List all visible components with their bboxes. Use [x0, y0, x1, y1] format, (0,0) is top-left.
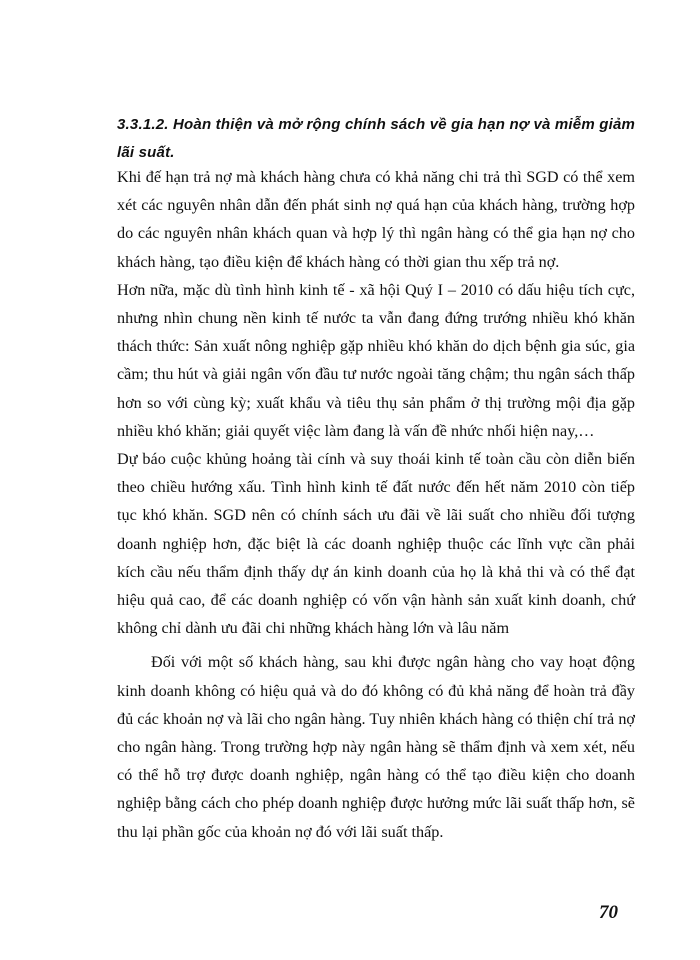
page-number: 70 — [599, 902, 618, 923]
body-text — [117, 163, 635, 846]
section-heading: 3.3.1.2. Hoàn thiện và mở rộng chính sách về gia hạn nợ và miễm giảm lãi suất. — [117, 116, 636, 161]
paragraph-extension: Khi đế hạn trả nợ mà khách hàng chưa có khả năng chi trả thì SGD có thể xem xét các nguyên nhân dẫn đến phát sinh nợ quá hạn của khách hàng, trường hợp do các nguyên nhân khách quan và hợp lý thì ngân hàng có thể gia hạn nợ cho khách hàng, tạo điều kiện để khách hàng có thời gian thu xếp trả nợ. — [117, 168, 635, 271]
paragraph-economy: Hơn nữa, mặc dù tình hình kinh tế - xã hội Quý I – 2010 có dấu hiệu tích cực, nhưng nhìn chung nền kinh tế nước ta vẫn đang đứng trướng nhiều khó khăn thách thức: Sản xuất nông nghiệp gặp nhiều khó khăn do dịch bệnh gia súc, gia cầm; thu hút và giải ngân vốn đầu tư nước ngoài tăng chậm; thu ngân sách thấp hơn so với cùng kỳ; xuất khẩu và tiêu thụ sản phẩm ở thị trường mội địa gặp nhiều khó khăn; giải quyết việc làm đang là vấn đề nhức nhối hiện nay,… — [117, 280, 635, 440]
paragraph-forecast: Dự báo cuộc khủng hoảng tài cính và suy thoái kinh tế toàn cầu còn diễn biến theo chiều hướng xấu. Tình hình kinh tế đất nước đến hết năm 2010 còn tiếp tục khó khăn. SGD nên có chính sách ưu đãi về lãi suất cho nhiều đối tượng doanh nghiệp hơn, đặc biệt là các doanh nghiệp thuộc các lĩnh vực cần phải kích cầu nếu thẩm định thấy dự án kinh doanh của họ là khả thi và có thể đạt hiệu quả cao, để các doanh nghiệp có vốn vận hành sản xuất kinh doanh, chứ không chỉ dành ưu đãi chi những khách hàng lớn và lâu năm — [117, 450, 635, 638]
paragraph-customers: Đối với một số khách hàng, sau khi được ngân hàng cho vay hoạt động kinh doanh không có hiệu quả và do đó không có đủ khả năng để hoàn trả đầy đủ các khoản nợ và lãi cho ngân hàng. Tuy nhiên khách hàng có thiện chí trả nợ cho ngân hàng. Trong trường hợp này ngân hàng sẽ thẩm định và xem xét, nếu có thể hỗ trợ được doanh nghiệp, ngân hàng có thể tạo điều kiện cho doanh nghiệp bằng cách cho phép doanh nghiệp được hưởng mức lãi suất thấp hơn, sẽ thu lại phần gốc của khoản nợ đó với lãi suất thấp. — [117, 653, 635, 841]
